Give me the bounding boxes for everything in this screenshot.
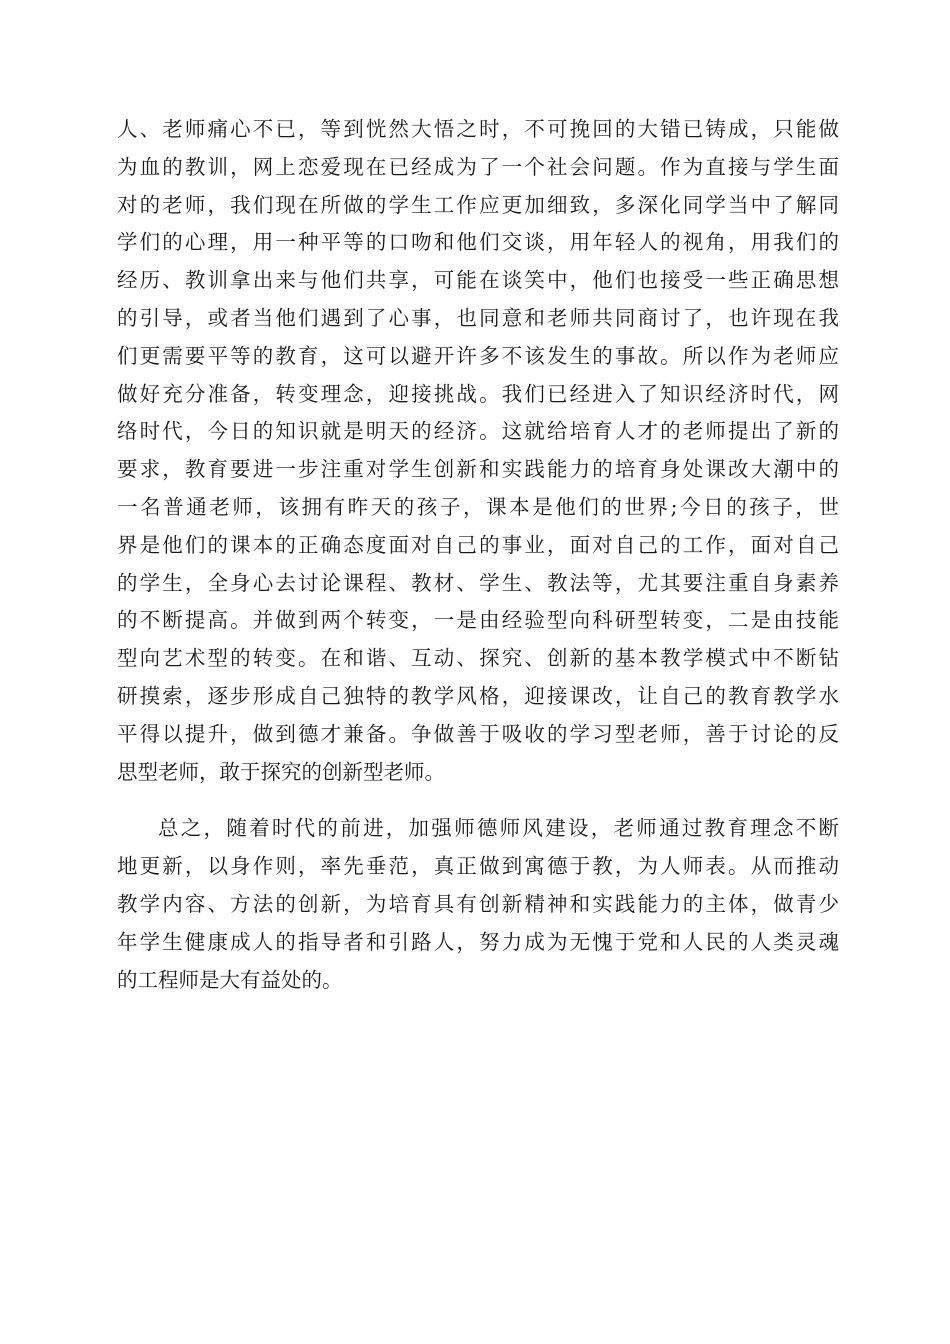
text-line: 的不断提高。并做到两个转变，一是由经验型向科研型转变，二是由技能 [117,608,839,633]
text-line: 一名普通老师，该拥有昨天的孩子，课本是他们的世界;今日的孩子，世 [117,494,839,519]
text-line: 的工程师是大有益处的。 [117,967,343,992]
text-line: 思型老师，敢于探究的创新型老师。 [117,759,445,784]
text-line: 要求，教育要进一步注重对学生创新和实践能力的培育身处课改大潮中的 [117,457,839,482]
text-line: 经历、教训拿出来与他们共享，可能在谈笑中，他们也接受一些正确思想 [117,268,839,293]
text-line: 做好充分准备，转变理念，迎接挑战。我们已经进入了知识经济时代，网 [117,381,839,406]
text-line: 地更新，以身作则，率先垂范，真正做到寓德于教，为人师表。从而推动 [117,854,839,879]
text-line: 年学生健康成人的指导者和引路人，努力成为无愧于党和人民的人类灵魂 [117,929,839,954]
text-line: 络时代，今日的知识就是明天的经济。这就给培育人才的老师提出了新的 [117,419,839,444]
paragraph-1 [117,111,839,791]
text-line: 的学生，全身心去讨论课程、教材、学生、教法等，尤其要注重自身素养 [117,570,839,595]
text-line: 对的老师，我们现在所做的学生工作应更加细致，多深化同学当中了解同 [117,192,839,217]
text-line: 的引导，或者当他们遇到了心事，也同意和老师共同商讨了，也许现在我 [117,305,839,330]
text-line: 学们的心理，用一种平等的口吻和他们交谈，用年轻人的视角，用我们的 [117,230,839,255]
text-line: 教学内容、方法的创新，为培育具有创新精神和实践能力的主体，做青少 [117,891,839,916]
text-line: 们更需要平等的教育，这可以避开许多不该发生的事故。所以作为老师应 [117,343,839,368]
text-line: 型向艺术型的转变。在和谐、互动、探究、创新的基本教学模式中不断钻 [117,646,839,671]
text-line: 平得以提升，做到德才兼备。争做善于吸收的学习型老师，善于讨论的反 [117,721,839,746]
text-line: 界是他们的课本的正确态度面对自己的事业，面对自己的工作，面对自己 [117,532,839,557]
paragraph-2 [117,810,839,999]
text-line: 研摸索，逐步形成自己独特的教学风格，迎接课改，让自己的教育教学水 [117,683,839,708]
text-line: 总之，随着时代的前进，加强师德师风建设，老师通过教育理念不断 [158,816,839,841]
document-body [117,111,839,999]
text-line: 为血的教训，网上恋爱现在已经成为了一个社会问题。作为直接与学生面 [117,154,839,179]
text-line: 人、老师痛心不已，等到恍然大悟之时，不可挽回的大错已铸成，只能做 [117,117,839,141]
